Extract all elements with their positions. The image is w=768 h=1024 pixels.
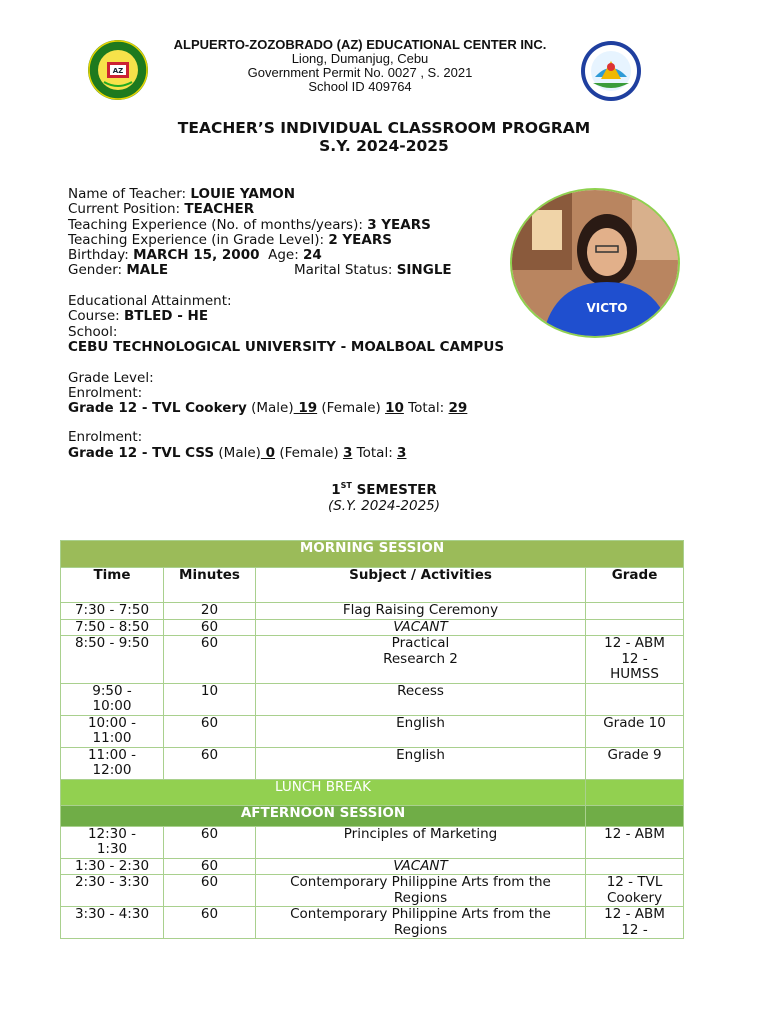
row-time: 7:50 - 8:50 [61, 619, 164, 636]
school-name: ALPUERTO-ZOZOBRADO (AZ) EDUCATIONAL CENTER INC. [173, 37, 547, 52]
marital-label: Marital Status: [294, 262, 397, 279]
row-subject: Contemporary Philippine Arts from the Regions [256, 907, 586, 939]
row-time: 9:50 - 10:00 [61, 683, 164, 715]
row-minutes: 60 [164, 826, 256, 858]
afternoon-session-label: AFTERNOON SESSION [61, 805, 586, 826]
semester-label: SEMESTER [351, 482, 437, 498]
experience-years-label: Teaching Experience (No. of months/years): [68, 216, 368, 233]
row-grade: 12 - ABM 12 - HUMSS [586, 636, 684, 684]
row-time: 1:30 - 2:30 [61, 858, 164, 875]
enrolment-row-1 [68, 401, 588, 416]
teacher-name-row [68, 187, 588, 202]
female-count: 3 [342, 444, 353, 461]
row-time: 11:00 - 12:00 [61, 747, 164, 779]
afternoon-session-empty [586, 805, 684, 826]
experience-grade-label: Teaching Experience (in Grade Level): [68, 231, 329, 248]
semester-school-year: (S.Y. 2024-2025) [327, 498, 441, 514]
row-time: 7:30 - 7:50 [61, 603, 164, 620]
teacher-profile [68, 187, 588, 461]
birthday-row [68, 248, 588, 263]
female-count: 10 [385, 400, 404, 417]
column-header-subject: Subject / Activities [256, 568, 586, 603]
row-grade: 12 - TVL Cookery [586, 875, 684, 907]
marital-status [294, 263, 452, 278]
row-subject: Principles of Marketing [256, 826, 586, 858]
semester-heading [0, 478, 768, 514]
experience-years-row [68, 218, 588, 233]
row-grade: 12 - ABM [586, 826, 684, 858]
row-grade [586, 683, 684, 715]
row-subject: English [256, 715, 586, 747]
schedule-row [61, 683, 684, 715]
row-subject: Flag Raising Ceremony [256, 603, 586, 620]
position-value: TEACHER [184, 201, 255, 218]
row-subject: English [256, 747, 586, 779]
experience-grade-row [68, 233, 588, 248]
semester-title [0, 478, 768, 498]
teacher-name: LOUIE YAMON [190, 186, 296, 202]
title-line-2: S.Y. 2024-2025 [319, 137, 449, 155]
birthday-label: Birthday: [68, 247, 134, 264]
course-value: BTLED - HE [123, 308, 209, 325]
schedule-row [61, 619, 684, 636]
course-row [68, 309, 588, 324]
school-id: School ID 409764 [308, 79, 412, 94]
row-minutes: 20 [164, 603, 256, 620]
row-minutes: 60 [164, 907, 256, 939]
schedule-table [60, 540, 684, 939]
total-count: 29 [448, 400, 468, 417]
experience-grade-value: 2 YEARS [328, 231, 392, 248]
semester-number: 1 [331, 482, 341, 498]
course-label: Course: [68, 308, 124, 325]
row-subject: VACANT [256, 619, 586, 636]
row-grade: Grade 9 [586, 747, 684, 779]
schedule-row [61, 875, 684, 907]
gender-row [68, 263, 588, 278]
position-label: Current Position: [68, 201, 185, 218]
row-minutes: 60 [164, 858, 256, 875]
afternoon-session-header [61, 805, 684, 826]
marital-value: SINGLE [396, 262, 452, 279]
row-minutes: 60 [164, 875, 256, 907]
schedule-row [61, 603, 684, 620]
row-minutes: 10 [164, 683, 256, 715]
grade-level-label: Grade Level: [68, 369, 154, 386]
age-value: 24 [303, 247, 322, 264]
female-label: (Female) [317, 400, 386, 417]
row-grade [586, 603, 684, 620]
male-label: (Male) [214, 444, 261, 461]
row-grade [586, 619, 684, 636]
morning-session-header [61, 541, 684, 568]
schedule-row [61, 907, 684, 939]
enrolment-class: Grade 12 - TVL Cookery [68, 400, 247, 417]
school-header [0, 38, 720, 94]
school-value-row [68, 340, 588, 355]
row-grade: Grade 10 [586, 715, 684, 747]
row-time: 3:30 - 4:30 [61, 907, 164, 939]
enrolment-row-2 [68, 446, 588, 461]
education-label: Educational Attainment: [68, 293, 232, 310]
birthday-value: MARCH 15, 2000 [133, 247, 260, 264]
row-subject: Recess [256, 683, 586, 715]
column-headers [61, 568, 684, 603]
total-label: Total: [403, 400, 449, 417]
gender-label: Gender: [68, 262, 127, 279]
svg-text:AZ: AZ [112, 67, 124, 75]
row-minutes: 60 [164, 747, 256, 779]
schedule-row [61, 747, 684, 779]
government-permit: Government Permit No. 0027 , S. 2021 [247, 65, 473, 80]
total-label: Total: [352, 444, 398, 461]
enrolment-label-1: Enrolment: [68, 384, 143, 401]
schedule-row [61, 636, 684, 684]
row-time: 10:00 - 11:00 [61, 715, 164, 747]
female-label: (Female) [275, 444, 343, 461]
title-line-1: TEACHER’S INDIVIDUAL CLASSROOM PROGRAM [177, 119, 591, 137]
school-address: Liong, Dumanjug, Cebu [291, 51, 429, 66]
semester-suffix: ST [340, 481, 352, 490]
school-label: School: [68, 323, 118, 340]
row-time: 8:50 - 9:50 [61, 636, 164, 684]
male-count: 19 [293, 400, 318, 417]
svg-text:VICTO: VICTO [586, 301, 628, 315]
total-count: 3 [397, 444, 407, 461]
male-label: (Male) [246, 400, 294, 417]
column-header-minutes: Minutes [164, 568, 256, 603]
row-grade [586, 858, 684, 875]
morning-session-label: MORNING SESSION [61, 541, 684, 568]
lunch-break-row [61, 779, 684, 805]
schedule-row [61, 715, 684, 747]
schedule-row [61, 826, 684, 858]
teacher-name-label: Name of Teacher: [68, 186, 191, 202]
row-time: 2:30 - 3:30 [61, 875, 164, 907]
column-header-grade: Grade [586, 568, 684, 603]
row-grade: 12 - ABM 12 - [586, 907, 684, 939]
row-time: 12:30 - 1:30 [61, 826, 164, 858]
row-subject: Practical Research 2 [256, 636, 586, 684]
row-subject: VACANT [256, 858, 586, 875]
schedule-row [61, 858, 684, 875]
experience-years-value: 3 YEARS [367, 216, 431, 233]
row-minutes: 60 [164, 715, 256, 747]
lunch-break-empty [586, 779, 684, 805]
lunch-break-label: LUNCH BREAK [61, 779, 586, 805]
column-header-time: Time [61, 568, 164, 603]
gender-value: MALE [126, 262, 169, 279]
male-count: 0 [260, 444, 276, 461]
enrolment-class: Grade 12 - TVL CSS [68, 444, 215, 461]
school-value: CEBU TECHNOLOGICAL UNIVERSITY - MOALBOAL CAMPUS [68, 338, 505, 355]
age-label: Age: [268, 247, 304, 264]
row-minutes: 60 [164, 636, 256, 684]
enrolment-label-2: Enrolment: [68, 429, 143, 446]
position-row [68, 202, 588, 217]
row-subject: Contemporary Philippine Arts from the Regions [256, 875, 586, 907]
row-minutes: 60 [164, 619, 256, 636]
document-title [0, 119, 768, 155]
